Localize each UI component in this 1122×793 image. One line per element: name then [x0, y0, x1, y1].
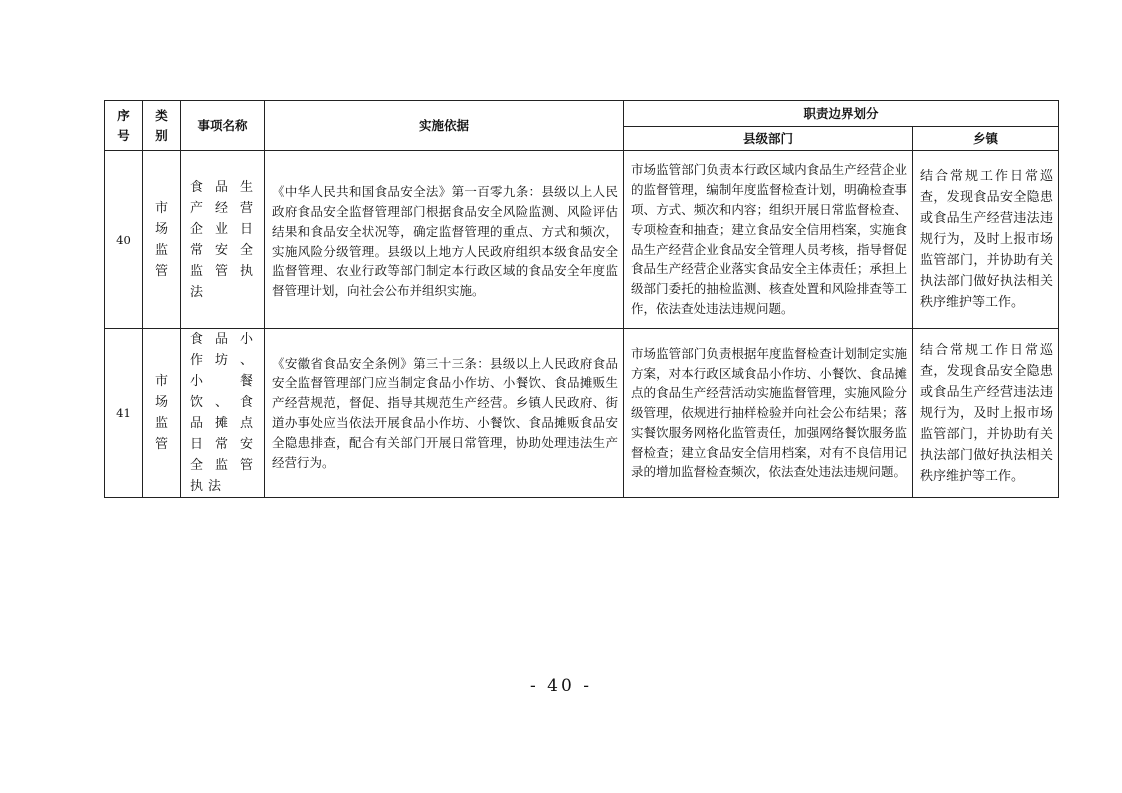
category-cell	[143, 151, 181, 329]
basis-cell: 《中华人民共和国食品安全法》第一百零九条：县级以上人民政府食品安全监督管理部门根据食品安全风险监测、风险评估结果和食品安全状况等，确定监督管理的重点、方式和频次，实施风险分级管理。县级以上地方人民政府组织本级食品安全监督管理、农业行政等部门制定本行政区域的食品安全年度监督管理计划，向社会公布并组织实施。	[265, 151, 624, 329]
header-township: 乡镇	[913, 127, 1059, 151]
item-name-cell: 食品小作坊、小餐饮、食品摊点日常安全监管执法	[181, 329, 265, 498]
item-name-cell: 食品生产经营企业日常安全监管执法	[181, 151, 265, 329]
page-number: - 40 -	[530, 676, 592, 696]
duty-division-table	[104, 100, 1059, 498]
county-duty-cell: 市场监管部门负责本行政区域内食品生产经营企业的监督管理，编制年度监督检查计划，明确检查事项、方式、频次和内容；组织开展日常监督检查、专项检查和抽查；建立食品安全信用档案，实施食品生产经营企业食品安全管理人员考核，指导督促食品生产经营企业落实食品安全主体责任；承担上级部门委托的抽检监测、核查处置和风险排查等工作，依法查处违法违规问题。	[624, 151, 913, 329]
category-text: 市场监管	[154, 374, 168, 452]
header-basis: 实施依据	[265, 101, 624, 151]
header-row	[105, 101, 1059, 127]
table-row	[105, 151, 1059, 329]
header-item-name: 事项名称	[181, 101, 265, 151]
header-seq: 序号	[105, 101, 143, 151]
township-duty-cell: 结合常规工作日常巡查，发现食品安全隐患或食品生产经营违法违规行为，及时上报市场监管部门，并协助有关执法部门做好执法相关秩序维护等工作。	[913, 151, 1059, 329]
header-division: 职责边界划分	[624, 101, 1059, 127]
seq-cell: 40	[105, 151, 143, 329]
header-county: 县级部门	[624, 127, 913, 151]
basis-cell: 《安徽省食品安全条例》第三十三条：县级以上人民政府食品安全监督管理部门应当制定食品小作坊、小餐饮、食品摊贩生产经营规范，督促、指导其规范生产经营。乡镇人民政府、街道办事处应当依法开展食品小作坊、小餐饮、食品摊贩食品安全隐患排查，配合有关部门开展日常管理，协助处理违法生产经营行为。	[265, 329, 624, 498]
category-cell	[143, 329, 181, 498]
category-text: 市场监管	[154, 200, 168, 279]
county-duty-cell: 市场监管部门负责根据年度监督检查计划制定实施方案，对本行政区域食品小作坊、小餐饮、食品摊点的食品生产经营活动实施监督管理，实施风险分级管理，依规进行抽样检验并向社会公布结果；落实餐饮服务网格化监管责任，加强网络餐饮服务监督检查；建立食品安全信用档案，对有不良信用记录的增加监督检查频次，依法查处违法违规问题。	[624, 329, 913, 498]
township-duty-cell: 结合常规工作日常巡查，发现食品安全隐患或食品生产经营违法违规行为，及时上报市场监管部门，并协助有关执法部门做好执法相关秩序维护等工作。	[913, 329, 1059, 498]
seq-cell: 41	[105, 329, 143, 498]
table-row	[105, 329, 1059, 498]
header-category: 类别	[143, 101, 181, 151]
